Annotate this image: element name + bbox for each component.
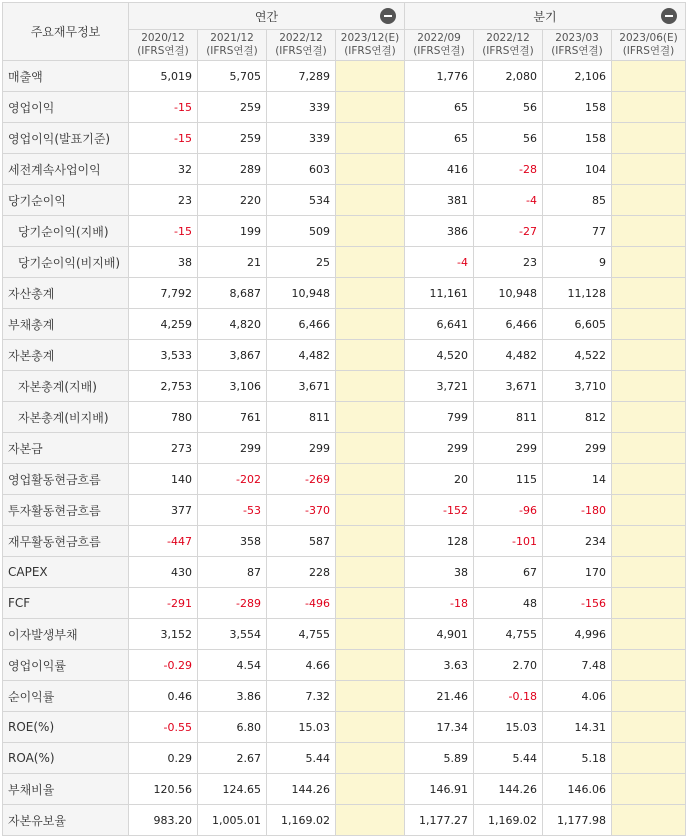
column-basis: (IFRS연결) xyxy=(275,45,327,57)
value-cell: 87 xyxy=(198,557,267,588)
value-cell: 10,948 xyxy=(474,278,543,309)
value-cell: 4.66 xyxy=(267,650,336,681)
value-cell: 5.44 xyxy=(474,743,543,774)
value-cell: -0.18 xyxy=(474,681,543,712)
value-cell: -101 xyxy=(474,526,543,557)
row-label: 자본총계(비지배) xyxy=(3,402,129,433)
table-row xyxy=(3,712,686,743)
value-cell xyxy=(612,681,686,712)
table-row xyxy=(3,557,686,588)
value-cell: 339 xyxy=(267,123,336,154)
table-row xyxy=(3,650,686,681)
table-row xyxy=(3,588,686,619)
table-row xyxy=(3,154,686,185)
value-cell: 158 xyxy=(543,123,612,154)
value-cell: 381 xyxy=(405,185,474,216)
value-cell: 140 xyxy=(129,464,198,495)
value-cell xyxy=(612,154,686,185)
column-basis: (IFRS연결) xyxy=(344,45,396,57)
quarterly-collapse-icon[interactable] xyxy=(661,8,677,24)
column-header xyxy=(543,30,612,61)
value-cell: 14 xyxy=(543,464,612,495)
row-label: 자본금 xyxy=(3,433,129,464)
value-cell xyxy=(612,309,686,340)
value-cell: 48 xyxy=(474,588,543,619)
value-cell: -27 xyxy=(474,216,543,247)
value-cell xyxy=(612,805,686,836)
table-row xyxy=(3,309,686,340)
value-cell: 7,792 xyxy=(129,278,198,309)
value-cell: 2.70 xyxy=(474,650,543,681)
value-cell xyxy=(612,712,686,743)
column-header xyxy=(198,30,267,61)
value-cell: 144.26 xyxy=(474,774,543,805)
row-label: 영업이익(발표기준) xyxy=(3,123,129,154)
table-row xyxy=(3,216,686,247)
value-cell: 259 xyxy=(198,92,267,123)
row-label: ROE(%) xyxy=(3,712,129,743)
row-label: 세전계속사업이익 xyxy=(3,154,129,185)
value-cell xyxy=(336,278,405,309)
row-label: 투자활동현금흐름 xyxy=(3,495,129,526)
value-cell: 9 xyxy=(543,247,612,278)
value-cell xyxy=(612,216,686,247)
value-cell: 6,466 xyxy=(474,309,543,340)
value-cell xyxy=(612,123,686,154)
column-header xyxy=(612,30,686,61)
value-cell xyxy=(612,278,686,309)
value-cell: 273 xyxy=(129,433,198,464)
value-cell: 120.56 xyxy=(129,774,198,805)
value-cell: 4,520 xyxy=(405,340,474,371)
value-cell: 20 xyxy=(405,464,474,495)
value-cell xyxy=(336,92,405,123)
column-period: 2022/12 xyxy=(486,32,530,44)
value-cell: 2.67 xyxy=(198,743,267,774)
column-period: 2023/03 xyxy=(555,32,599,44)
value-cell: 15.03 xyxy=(474,712,543,743)
value-cell xyxy=(612,774,686,805)
value-cell: 6,641 xyxy=(405,309,474,340)
value-cell xyxy=(336,588,405,619)
value-cell: 3,671 xyxy=(267,371,336,402)
value-cell: 6,466 xyxy=(267,309,336,340)
value-cell xyxy=(612,588,686,619)
value-cell: 67 xyxy=(474,557,543,588)
value-cell: 56 xyxy=(474,92,543,123)
value-cell: 5,019 xyxy=(129,61,198,92)
table-row xyxy=(3,805,686,836)
value-cell: 509 xyxy=(267,216,336,247)
value-cell: 289 xyxy=(198,154,267,185)
value-cell: 7.32 xyxy=(267,681,336,712)
value-cell xyxy=(336,650,405,681)
value-cell xyxy=(336,154,405,185)
row-label: 매출액 xyxy=(3,61,129,92)
table-row xyxy=(3,371,686,402)
value-cell xyxy=(612,464,686,495)
row-label: 영업이익률 xyxy=(3,650,129,681)
quarterly-group-header xyxy=(405,3,686,30)
column-header xyxy=(129,30,198,61)
value-cell xyxy=(336,433,405,464)
value-cell: 158 xyxy=(543,92,612,123)
value-cell: 339 xyxy=(267,92,336,123)
value-cell xyxy=(336,743,405,774)
value-cell: 3,710 xyxy=(543,371,612,402)
column-period: 2020/12 xyxy=(141,32,185,44)
quarterly-group-label: 분기 xyxy=(533,9,557,24)
value-cell: 1,776 xyxy=(405,61,474,92)
value-cell: 124.65 xyxy=(198,774,267,805)
table-row xyxy=(3,464,686,495)
value-cell: 4,259 xyxy=(129,309,198,340)
value-cell: 299 xyxy=(543,433,612,464)
value-cell xyxy=(336,185,405,216)
value-cell: 1,177.27 xyxy=(405,805,474,836)
value-cell: 799 xyxy=(405,402,474,433)
value-cell: 25 xyxy=(267,247,336,278)
value-cell: 6,605 xyxy=(543,309,612,340)
value-cell: 299 xyxy=(405,433,474,464)
row-label: 재무활동현금흐름 xyxy=(3,526,129,557)
column-header xyxy=(336,30,405,61)
value-cell: 10,948 xyxy=(267,278,336,309)
value-cell xyxy=(336,61,405,92)
value-cell xyxy=(336,309,405,340)
value-cell: -4 xyxy=(405,247,474,278)
value-cell: 85 xyxy=(543,185,612,216)
value-cell: -15 xyxy=(129,216,198,247)
value-cell: -0.55 xyxy=(129,712,198,743)
table-row xyxy=(3,61,686,92)
value-cell: 377 xyxy=(129,495,198,526)
row-label: ROA(%) xyxy=(3,743,129,774)
value-cell: 32 xyxy=(129,154,198,185)
value-cell xyxy=(336,123,405,154)
column-basis: (IFRS연결) xyxy=(622,45,675,57)
row-label: 당기순이익(비지배) xyxy=(3,247,129,278)
value-cell: -156 xyxy=(543,588,612,619)
value-cell: -447 xyxy=(129,526,198,557)
column-basis: (IFRS연결) xyxy=(413,45,465,57)
column-period: 2023/06(E) xyxy=(619,32,678,44)
value-cell: 386 xyxy=(405,216,474,247)
value-cell: 234 xyxy=(543,526,612,557)
value-cell: 3,554 xyxy=(198,619,267,650)
value-cell xyxy=(336,774,405,805)
row-label: FCF xyxy=(3,588,129,619)
table-row xyxy=(3,247,686,278)
value-cell: -370 xyxy=(267,495,336,526)
value-cell: 780 xyxy=(129,402,198,433)
table-row xyxy=(3,185,686,216)
value-cell: 1,169.02 xyxy=(267,805,336,836)
row-label: 영업이익 xyxy=(3,92,129,123)
value-cell: 5.89 xyxy=(405,743,474,774)
value-cell: -269 xyxy=(267,464,336,495)
value-cell: -0.29 xyxy=(129,650,198,681)
value-cell xyxy=(336,247,405,278)
value-cell: -202 xyxy=(198,464,267,495)
value-cell xyxy=(336,805,405,836)
value-cell: 811 xyxy=(474,402,543,433)
row-label: 자본총계 xyxy=(3,340,129,371)
value-cell: 3,867 xyxy=(198,340,267,371)
value-cell: 220 xyxy=(198,185,267,216)
table-row xyxy=(3,92,686,123)
table-row xyxy=(3,743,686,774)
value-cell: -96 xyxy=(474,495,543,526)
value-cell xyxy=(612,402,686,433)
row-label: 순이익률 xyxy=(3,681,129,712)
value-cell: 170 xyxy=(543,557,612,588)
annual-group-label: 연간 xyxy=(254,9,279,24)
table-row xyxy=(3,774,686,805)
value-cell xyxy=(612,247,686,278)
value-cell: -291 xyxy=(129,588,198,619)
value-cell: 104 xyxy=(543,154,612,185)
value-cell: -496 xyxy=(267,588,336,619)
value-cell: 534 xyxy=(267,185,336,216)
value-cell: 4,522 xyxy=(543,340,612,371)
value-cell: 5.18 xyxy=(543,743,612,774)
value-cell: 299 xyxy=(474,433,543,464)
annual-group-header xyxy=(129,3,405,30)
value-cell xyxy=(612,61,686,92)
value-cell: 11,128 xyxy=(543,278,612,309)
value-cell: 603 xyxy=(267,154,336,185)
row-label: 이자발생부채 xyxy=(3,619,129,650)
column-period: 2021/12 xyxy=(210,32,254,44)
value-cell: 21 xyxy=(198,247,267,278)
value-cell xyxy=(336,402,405,433)
value-cell: 65 xyxy=(405,92,474,123)
value-cell: 811 xyxy=(267,402,336,433)
value-cell xyxy=(612,340,686,371)
column-period: 2022/12 xyxy=(279,32,323,44)
value-cell: -28 xyxy=(474,154,543,185)
value-cell: 7,289 xyxy=(267,61,336,92)
value-cell: 3,721 xyxy=(405,371,474,402)
value-cell xyxy=(612,185,686,216)
value-cell: 812 xyxy=(543,402,612,433)
column-period: 2023/12(E) xyxy=(340,32,400,44)
value-cell: 56 xyxy=(474,123,543,154)
value-cell: 4,755 xyxy=(474,619,543,650)
value-cell: 358 xyxy=(198,526,267,557)
table-row xyxy=(3,340,686,371)
value-cell: 77 xyxy=(543,216,612,247)
value-cell: 1,177.98 xyxy=(543,805,612,836)
row-label: 자산총계 xyxy=(3,278,129,309)
column-header xyxy=(405,30,474,61)
column-basis: (IFRS연결) xyxy=(206,45,258,57)
value-cell: -15 xyxy=(129,123,198,154)
value-cell: 4,482 xyxy=(474,340,543,371)
table-row xyxy=(3,123,686,154)
value-cell: 8,687 xyxy=(198,278,267,309)
value-cell: -180 xyxy=(543,495,612,526)
table-body xyxy=(3,61,686,836)
value-cell: 144.26 xyxy=(267,774,336,805)
row-label: 당기순이익 xyxy=(3,185,129,216)
value-cell: 3,671 xyxy=(474,371,543,402)
annual-collapse-icon[interactable] xyxy=(380,8,396,24)
value-cell: 299 xyxy=(198,433,267,464)
value-cell: 1,005.01 xyxy=(198,805,267,836)
value-cell: 128 xyxy=(405,526,474,557)
value-cell: 146.06 xyxy=(543,774,612,805)
value-cell: 4,901 xyxy=(405,619,474,650)
column-header xyxy=(474,30,543,61)
value-cell: 0.29 xyxy=(129,743,198,774)
table-row xyxy=(3,619,686,650)
value-cell: 299 xyxy=(267,433,336,464)
value-cell: -289 xyxy=(198,588,267,619)
value-cell: 4,820 xyxy=(198,309,267,340)
row-label: 부채총계 xyxy=(3,309,129,340)
value-cell: 4.54 xyxy=(198,650,267,681)
column-basis: (IFRS연결) xyxy=(137,45,189,57)
value-cell: 761 xyxy=(198,402,267,433)
column-basis: (IFRS연결) xyxy=(551,45,603,57)
value-cell xyxy=(612,557,686,588)
table-row xyxy=(3,433,686,464)
value-cell: 4,482 xyxy=(267,340,336,371)
value-cell: 17.34 xyxy=(405,712,474,743)
value-cell: 3,533 xyxy=(129,340,198,371)
value-cell: 5,705 xyxy=(198,61,267,92)
value-cell xyxy=(612,371,686,402)
value-cell: 11,161 xyxy=(405,278,474,309)
table-row xyxy=(3,278,686,309)
row-label: 당기순이익(지배) xyxy=(3,216,129,247)
value-cell xyxy=(612,619,686,650)
value-cell xyxy=(336,681,405,712)
value-cell: 259 xyxy=(198,123,267,154)
value-cell: 3,152 xyxy=(129,619,198,650)
value-cell: 38 xyxy=(129,247,198,278)
value-cell xyxy=(612,495,686,526)
row-label: 자본총계(지배) xyxy=(3,371,129,402)
value-cell: 2,080 xyxy=(474,61,543,92)
value-cell: 15.03 xyxy=(267,712,336,743)
column-basis: (IFRS연결) xyxy=(482,45,534,57)
value-cell: 0.46 xyxy=(129,681,198,712)
value-cell xyxy=(612,92,686,123)
row-label: CAPEX xyxy=(3,557,129,588)
value-cell: 416 xyxy=(405,154,474,185)
row-label: 영업활동현금흐름 xyxy=(3,464,129,495)
value-cell xyxy=(336,526,405,557)
value-cell xyxy=(612,743,686,774)
value-cell: 23 xyxy=(474,247,543,278)
value-cell: 2,753 xyxy=(129,371,198,402)
value-cell: -4 xyxy=(474,185,543,216)
value-cell: -53 xyxy=(198,495,267,526)
row-label: 부채비율 xyxy=(3,774,129,805)
value-cell: -18 xyxy=(405,588,474,619)
value-cell: 1,169.02 xyxy=(474,805,543,836)
table-row xyxy=(3,681,686,712)
value-cell xyxy=(336,619,405,650)
value-cell: 21.46 xyxy=(405,681,474,712)
row-label: 자본유보율 xyxy=(3,805,129,836)
value-cell xyxy=(612,433,686,464)
column-header xyxy=(267,30,336,61)
value-cell: 228 xyxy=(267,557,336,588)
value-cell: 2,106 xyxy=(543,61,612,92)
value-cell xyxy=(336,712,405,743)
value-cell: 7.48 xyxy=(543,650,612,681)
financial-summary-table xyxy=(2,2,686,836)
value-cell: 3.63 xyxy=(405,650,474,681)
value-cell: 4,996 xyxy=(543,619,612,650)
value-cell xyxy=(336,557,405,588)
value-cell xyxy=(336,495,405,526)
value-cell: 23 xyxy=(129,185,198,216)
value-cell: 146.91 xyxy=(405,774,474,805)
value-cell: 983.20 xyxy=(129,805,198,836)
value-cell: 5.44 xyxy=(267,743,336,774)
value-cell: 199 xyxy=(198,216,267,247)
value-cell: 3,106 xyxy=(198,371,267,402)
value-cell: 430 xyxy=(129,557,198,588)
value-cell: 3.86 xyxy=(198,681,267,712)
value-cell: 4,755 xyxy=(267,619,336,650)
value-cell xyxy=(612,650,686,681)
value-cell xyxy=(336,340,405,371)
value-cell: 4.06 xyxy=(543,681,612,712)
value-cell: 6.80 xyxy=(198,712,267,743)
column-period: 2022/09 xyxy=(417,32,461,44)
table-row xyxy=(3,526,686,557)
table-row xyxy=(3,402,686,433)
value-cell: 587 xyxy=(267,526,336,557)
table-row xyxy=(3,495,686,526)
value-cell: -152 xyxy=(405,495,474,526)
value-cell xyxy=(336,371,405,402)
value-cell xyxy=(336,464,405,495)
value-cell: 38 xyxy=(405,557,474,588)
value-cell xyxy=(336,216,405,247)
value-cell: 115 xyxy=(474,464,543,495)
value-cell: 65 xyxy=(405,123,474,154)
value-cell: 14.31 xyxy=(543,712,612,743)
value-cell: -15 xyxy=(129,92,198,123)
value-cell xyxy=(612,526,686,557)
corner-header: 주요재무정보 xyxy=(3,3,129,61)
